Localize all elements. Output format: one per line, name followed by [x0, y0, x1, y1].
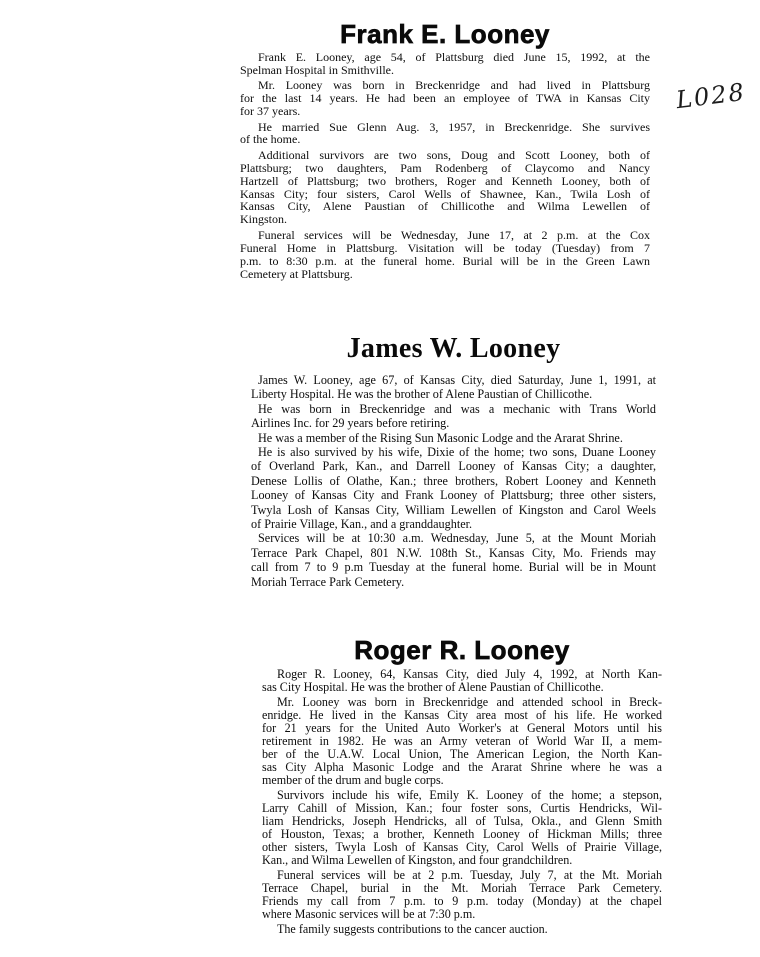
paragraph [240, 121, 650, 147]
text-line: Additional survivors are two sons, Doug and Scott Looney, both of [258, 147, 650, 162]
text-line: p.m. to 8:30 p.m. at the funeral home. Burial will be in the Green Lawn [240, 253, 650, 268]
text-line: Funeral services will be Wednesday, June 17, at 2 p.m. at the Cox [258, 227, 650, 242]
obituary-title: Roger R. Looney [354, 635, 570, 665]
text-line: Funeral Home in Plattsburg. Visitation will be today (Tuesday) from 7 [240, 240, 650, 255]
text-line: Twyla Losh of Kansas City, William Lewellen of Kingston and Carol Weels [251, 502, 656, 517]
text-line: Funeral services will be at 2 p.m. Tuesday, July 7, at the Mt. Moriah [277, 868, 662, 882]
text-line: member of the drum and bugle corps. [262, 773, 444, 787]
paragraph [240, 79, 650, 118]
text-line: Mr. Looney was born in Breckenridge and attended school in Breck- [277, 695, 662, 709]
text-line: Mr. Looney was born in Breckenridge and had lived in Plattsburg [258, 78, 650, 93]
text-line: retirement in 1982. He was an Army veteran of World War II, a mem- [262, 734, 662, 748]
paragraph [251, 431, 656, 445]
text-line: He married Sue Glenn Aug. 3, 1957, in Breckenridge. She survives [258, 119, 650, 134]
text-line: for 21 years for the United Auto Worker's at General Motors until his [262, 721, 662, 735]
text-line: Denese Lollis of Olathe, Kan.; three brothers, Robert Looney and Kenneth [251, 473, 656, 488]
paragraph [240, 229, 650, 281]
obituary-body [251, 373, 656, 589]
obituary-title: James W. Looney [346, 333, 561, 364]
text-line: Roger R. Looney, 64, Kansas City, died July 4, 1992, at North Kan- [277, 667, 662, 681]
text-line: Cemetery at Plattsburg. [240, 266, 353, 281]
text-line: The family suggests contributions to the cancer auction. [277, 922, 548, 936]
paragraph [262, 668, 662, 694]
obituary-section-james-w-looney [251, 334, 656, 589]
text-line: liam Hendricks, Joseph Hendricks, all of Tulsa, Okla., and Glenn Smith [262, 814, 662, 828]
paragraph [240, 51, 650, 77]
text-line: Services will be at 10:30 a.m. Wednesday, June 5, at the Mount Moriah [258, 531, 656, 546]
text-line: Kansas City, Alene Paustian of Chillicothe and Wilma Lewellen of [240, 199, 650, 214]
text-line: for the last 14 years. He had been an employee of TWA in Kansas City [240, 91, 650, 106]
paragraph [251, 445, 656, 531]
text-line: sas City Hospital. He was the brother of Alene Paustian of Chillicothe. [262, 680, 604, 694]
text-line: of Prairie Village, Kan., and a granddaughter. [251, 517, 473, 532]
paragraph [262, 923, 662, 936]
text-line: for 37 years. [240, 104, 301, 119]
obituary-body [262, 668, 662, 936]
text-line: enridge. He lived in the Kansas City area most of his life. He worked [262, 708, 662, 722]
text-line: Moriah Terrace Park Cemetery. [251, 574, 405, 589]
text-line: Frank E. Looney, age 54, of Plattsburg died June 15, 1992, at the [258, 50, 650, 64]
text-line: of Overland Park, Kan., and Darrell Looney of Kansas City; a daughter, [251, 459, 656, 474]
paragraph [251, 402, 656, 431]
text-line: Spelman Hospital in Smithville. [240, 62, 394, 77]
text-line: sas City Alpha Masonic Lodge and the Ararat Shrine where he was a [262, 760, 662, 774]
paragraph [262, 696, 662, 787]
text-line: ber of the U.A.W. Local Union, The American Legion, the North Kan- [262, 747, 662, 761]
text-line: Hartzell of Plattsburg; two brothers, Roger and Kenneth Looney, both of [240, 173, 650, 188]
obituary-body [240, 51, 650, 280]
paragraph [240, 149, 650, 226]
text-line: of Houston, Texas; a brother, Kenneth Looney of Hickman Mills; three [262, 827, 662, 841]
text-line: Liberty Hospital. He was the brother of Alene Paustian of Chillicothe. [251, 387, 593, 402]
text-line: of the home. [240, 132, 301, 147]
text-line: Terrace Park Chapel, 801 N.W. 108th St., Kansas City, Mo. Friends may [251, 545, 656, 560]
obituary-section-roger-r-looney [262, 636, 662, 936]
text-line: He is also survived by his wife, Dixie of the home; two sons, Duane Looney [258, 445, 656, 460]
handwritten-catalog-code: L028 [674, 77, 748, 115]
text-line: Terrace Chapel, burial in the Mt. Moriah Terrace Park Cemetery. [262, 881, 662, 895]
text-line: James W. Looney, age 67, of Kansas City, died Saturday, June 1, 1991, at [258, 373, 656, 387]
obituary-section-frank-e-looney [240, 20, 650, 280]
text-line: Friends my call from 7 p.m. to 9 p.m. today (Monday) at the chapel [262, 894, 662, 908]
paragraph [251, 373, 656, 402]
text-line: Kansas City; four sisters, Carol Wells of Shawnee, Kan., Twila Losh of [240, 186, 650, 201]
text-line: Plattsburg; two daughters, Pam Rodenberg of Claycomo and Nancy [240, 160, 650, 175]
text-line: Airlines Inc. for 29 years before retiring. [251, 416, 450, 431]
text-line: Larry Cahill of Mission, Kan.; four foster sons, Curtis Hendricks, Wil- [262, 801, 662, 815]
text-line: He was born in Breckenridge and was a mechanic with Trans World [258, 401, 656, 416]
paragraph [251, 531, 656, 589]
text-line: Kan., and Wilma Lewellen of Kingston, and four grandchildren. [262, 853, 573, 867]
text-line: call from 7 to 9 p.m Tuesday at the funeral home. Burial will be in Mount [251, 560, 656, 575]
text-line: where Masonic services will be at 7:30 p.m. [262, 907, 476, 921]
text-line: He was a member of the Rising Sun Masonic Lodge and the Ararat Shrine. [258, 430, 623, 445]
text-line: other sisters, Twyla Losh of Kansas City, Carol Wells of Prairie Village, [262, 840, 662, 854]
paragraph [262, 789, 662, 867]
paragraph [262, 869, 662, 921]
text-line: Kingston. [240, 212, 288, 227]
text-line: Survivors include his wife, Emily K. Looney of the home; a stepson, [277, 788, 662, 802]
obituary-title: Frank E. Looney [340, 19, 550, 49]
text-line: Looney of Kansas City and Frank Looney of Plattsburg; three other sisters, [251, 488, 656, 503]
